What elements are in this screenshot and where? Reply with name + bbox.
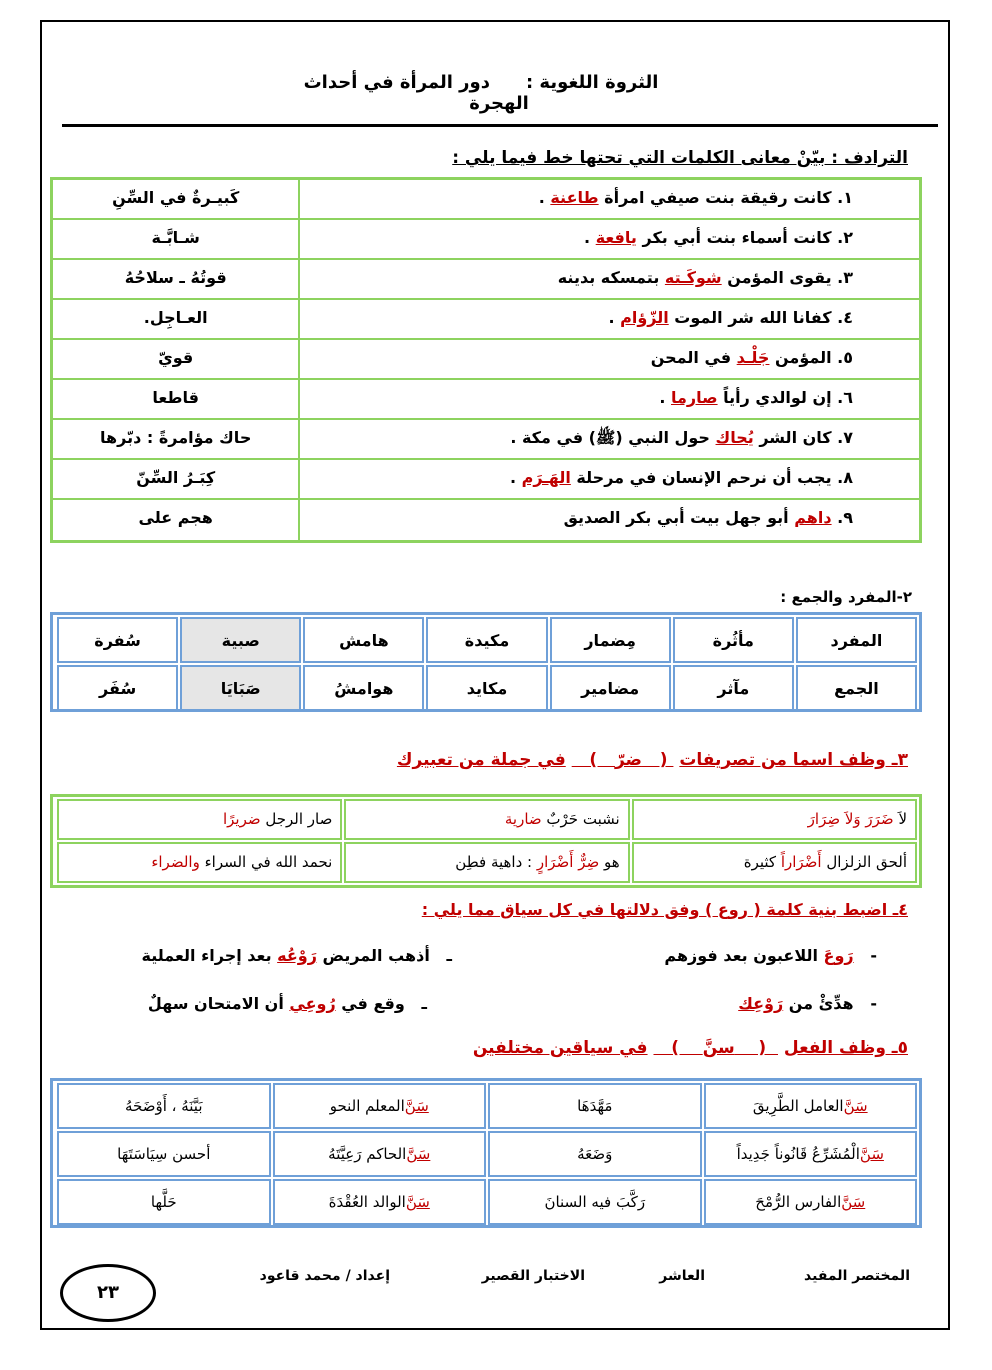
section3-close-paren: ) [571, 750, 615, 770]
section3-cell [57, 799, 342, 840]
singular-row [55, 617, 917, 663]
item-word: رَوعَ [823, 946, 854, 965]
cell-word: أَضْرَاراً [780, 853, 822, 871]
section3-cell [57, 842, 342, 883]
title-divider [62, 124, 938, 127]
cell-word: سَنَّ [404, 1097, 429, 1115]
plural-cell: مضامير [550, 665, 671, 711]
sentence-before: ٣. يقوى المؤمن [721, 268, 853, 287]
sentence-after: في المحن [650, 348, 737, 367]
cell-after: العامل الطَّرِيقَ [752, 1097, 844, 1115]
synonym-sentence [298, 300, 919, 338]
cell-word: ضارية [504, 810, 542, 828]
sentence-after: . [608, 308, 621, 327]
item-after: بعد إجراء العملية [141, 946, 278, 965]
sentence-before: ٦. إن لوالدي رأياً [717, 388, 853, 407]
sentence-before: ١. كانت رقيقة بنت صيفي امرأة [598, 188, 853, 207]
plural-title: ٢-المفرد والجمع : [780, 588, 912, 606]
plural-cell: مكايد [426, 665, 547, 711]
sentence-before: ٥. المؤمن [769, 348, 853, 367]
synonym-row [53, 260, 919, 300]
section5-cell [273, 1131, 487, 1177]
sentence-after: . [659, 388, 671, 407]
synonym-sentence [298, 340, 919, 378]
section3-title-word: ضرّ [614, 750, 642, 770]
synonym-meaning: قاطعا [152, 388, 199, 407]
plural-cell: هوامشُ [303, 665, 424, 711]
section5-title-b: في سياقين مختلفين [472, 1038, 648, 1058]
section4-item [664, 946, 877, 965]
title-label: الثروة اللغوية : [525, 72, 659, 93]
section4-item [142, 946, 453, 965]
item-before: هدِّئْ من [783, 994, 854, 1013]
sentence-before: ٨. يجب أن نرحم الإنسان في مرحلة [570, 468, 853, 487]
item-after: اللاعبون بعد فوزهم [664, 946, 824, 965]
footer-book: المختصر المفيد [804, 1268, 910, 1284]
synonym-meaning: كَبيـرةٌ في السِّنِ [112, 188, 240, 207]
sentence-after: حول النبي (ﷺ) في مكة . [510, 428, 716, 447]
section5-close-paren: ) [653, 1038, 703, 1058]
cell-after: الفارس الرُّمْحَ [755, 1193, 842, 1211]
section5-cell [57, 1083, 271, 1129]
section5-cell [488, 1179, 702, 1225]
target-word: الزّؤام [620, 308, 669, 327]
sentence-after: . [584, 228, 596, 247]
cell-word: ضريرًا [222, 810, 261, 828]
page-title [280, 72, 700, 114]
section5-title [473, 1038, 908, 1058]
plural-cell: سُفَر [57, 665, 178, 711]
item-before: وقع في [335, 994, 405, 1013]
sentence-after: أبو جهل بيت أبي بكر الصديق [563, 508, 795, 527]
cell-after: رَكَّبَ فيه السنانَ [544, 1193, 646, 1211]
sentence-after: . [510, 468, 522, 487]
section5-cell [704, 1131, 918, 1177]
cell-before: نحمد الله في السراء [199, 853, 333, 871]
plural-cell: صَبَايَا [180, 665, 301, 711]
item-before: أذهب المريض [316, 946, 430, 965]
cell-after: وَضَعَهُ [577, 1145, 613, 1163]
target-word: جَلْـد [736, 348, 770, 367]
item-dash: ـ [446, 946, 452, 965]
item-dash: ـ [421, 994, 427, 1013]
cell-after: أحسن سِيَاسَتَهَا [117, 1145, 211, 1163]
section5-title-a: ٥ـ وظف الفعل [783, 1038, 908, 1058]
title-topic: دور المرأة في أحداث الهجرة [303, 72, 529, 114]
section5-row [55, 1083, 917, 1129]
synonym-row [53, 220, 919, 260]
plural-cell: مآثر [673, 665, 794, 711]
section5-title-word: سنَّ [702, 1038, 735, 1058]
cell-before: لاَ [893, 810, 907, 828]
cell-word: سَنَّ [841, 1193, 866, 1211]
cell-after: : داهية فطِن [455, 853, 537, 871]
singular-cell: المفرد [796, 617, 917, 663]
sentence-before: ٧. كان الشر [753, 428, 853, 447]
singular-cell: مِضمار [550, 617, 671, 663]
synonym-sentence [298, 420, 919, 458]
item-word: رُوعِي [289, 994, 336, 1013]
cell-word: سَنَّ [406, 1145, 431, 1163]
synonym-row [53, 180, 919, 220]
section5-table [50, 1078, 922, 1228]
section3-cell [344, 799, 629, 840]
section3-title-a: ٣ـ وظف اسما من تصريفات [679, 750, 908, 770]
target-word: شوكَـته [664, 268, 722, 287]
section4-title: ٤ـ اضبط بنية كلمة ( روع ) وفق دلالتها في كل سياق مما يلي : [421, 900, 908, 919]
sentence-before: ٩. [831, 508, 853, 527]
synonym-meaning: قوتُهُ ـ سلاحُهُ [124, 268, 227, 287]
synonym-meaning: العـاجِل. [143, 308, 208, 327]
section3-row [55, 842, 917, 883]
section3-cell [344, 842, 629, 883]
section5-cell [273, 1179, 487, 1225]
section5-cell [57, 1179, 271, 1225]
sentence-after: بتمسكه بدينه [557, 268, 665, 287]
section5-cell [488, 1083, 702, 1129]
cell-after: الْمُشَرِّعُ قَانُوناً جَدِيداً [736, 1145, 860, 1163]
section5-cell [704, 1179, 918, 1225]
section3-cell [632, 842, 917, 883]
synonym-row [53, 380, 919, 420]
sentence-after: . [538, 188, 551, 207]
cell-before: هو [599, 853, 620, 871]
cell-word: ضَرَرَ وَلاَ ضِرَارَ [807, 810, 894, 828]
singular-cell: مأثُرة [673, 617, 794, 663]
section3-row [55, 799, 917, 840]
synonym-meaning: شـابَّـة [151, 228, 200, 247]
target-word: صارما [670, 388, 718, 407]
cell-before: نشبت حَرْبٌ [541, 810, 620, 828]
target-word: يافعة [595, 228, 637, 247]
section5-cell [488, 1131, 702, 1177]
cell-before: صار الرجل [260, 810, 333, 828]
plural-cell: الجمع [796, 665, 917, 711]
cell-after: الحاكم رَعِيَّتَهُ [328, 1145, 407, 1163]
synonym-row [53, 420, 919, 460]
plural-row [55, 665, 917, 711]
section5-cell [704, 1083, 918, 1129]
cell-word: سَنَّ [405, 1193, 430, 1211]
section5-cell [57, 1131, 271, 1177]
singular-cell: سُفرة [57, 617, 178, 663]
synonyms-title: الترادف : بيّنْ معانى الكلمات التي تحتها خط فيما يلي : [452, 148, 908, 168]
footer-author: إعداد / محمد قاعود [259, 1268, 390, 1284]
synonyms-table [50, 177, 922, 543]
target-word: داهم [794, 508, 832, 527]
item-after: أن الامتحان سهلٌ [147, 994, 290, 1013]
cell-after: حَلَّها [150, 1193, 177, 1211]
section3-cell [632, 799, 917, 840]
section4-item [738, 994, 877, 1013]
synonym-row [53, 300, 919, 340]
synonym-meaning: قويّ [158, 348, 194, 367]
synonym-row [53, 500, 919, 540]
cell-before: ألحق الزلزال [821, 853, 907, 871]
section3-table [50, 794, 922, 888]
synonym-row [53, 460, 919, 500]
section3-title [397, 750, 908, 770]
section4-item [148, 994, 427, 1013]
cell-word: ضِرٌّ أَضْرَارٍ [536, 853, 600, 871]
section5-cell [273, 1083, 487, 1129]
cell-word: سَنَّ [859, 1145, 884, 1163]
section5-row [55, 1179, 917, 1225]
singular-cell: هامش [303, 617, 424, 663]
section3-open-paren: ( [641, 750, 674, 770]
synonym-sentence [298, 500, 919, 540]
singular-cell: مكيدة [426, 617, 547, 663]
synonym-meaning: حاك مؤامرةً : دبّرها [100, 428, 252, 447]
plural-table [50, 612, 922, 712]
cell-word: سَنَّ [843, 1097, 868, 1115]
cell-word: والضراء [151, 853, 200, 871]
section5-row [55, 1131, 917, 1177]
item-dash: - [870, 946, 877, 965]
singular-cell: صبية [180, 617, 301, 663]
section5-open-paren: ( [734, 1038, 778, 1058]
sentence-before: ٢. كانت أسماء بنت أبي بكر [636, 228, 853, 247]
footer-grade: العاشر [659, 1268, 705, 1284]
sentence-before: ٤. كفانا الله شر الموت [668, 308, 853, 327]
section3-title-b: في جملة من تعبيرك [396, 750, 566, 770]
synonym-sentence [298, 260, 919, 298]
page-number: ٢٣ [60, 1264, 156, 1322]
synonym-meaning: كِبَـرُ السِّنّ [136, 468, 216, 487]
cell-after: المعلم النحو [329, 1097, 405, 1115]
synonym-meaning: هجم على [138, 508, 213, 527]
cell-after: كثيرة [743, 853, 781, 871]
footer-test: الاختبار القصير [481, 1268, 585, 1284]
cell-after: بَيَّنَهُ ، أَوْضَحَهُ [124, 1097, 203, 1115]
item-word: رَوْعِك [738, 994, 784, 1013]
synonym-sentence [298, 220, 919, 258]
cell-after: مَهَّدَهَا [577, 1097, 613, 1115]
synonym-sentence [298, 180, 919, 218]
synonym-sentence [298, 380, 919, 418]
target-word: طاعنة [550, 188, 599, 207]
synonym-row [53, 340, 919, 380]
item-word: رَوْعُه [277, 946, 317, 965]
synonym-sentence [298, 460, 919, 498]
target-word: يُحاك [715, 428, 754, 447]
item-dash: - [870, 994, 877, 1013]
target-word: الهَـرَم [521, 468, 571, 487]
cell-after: الوالد العُقْدَةَ [328, 1193, 406, 1211]
